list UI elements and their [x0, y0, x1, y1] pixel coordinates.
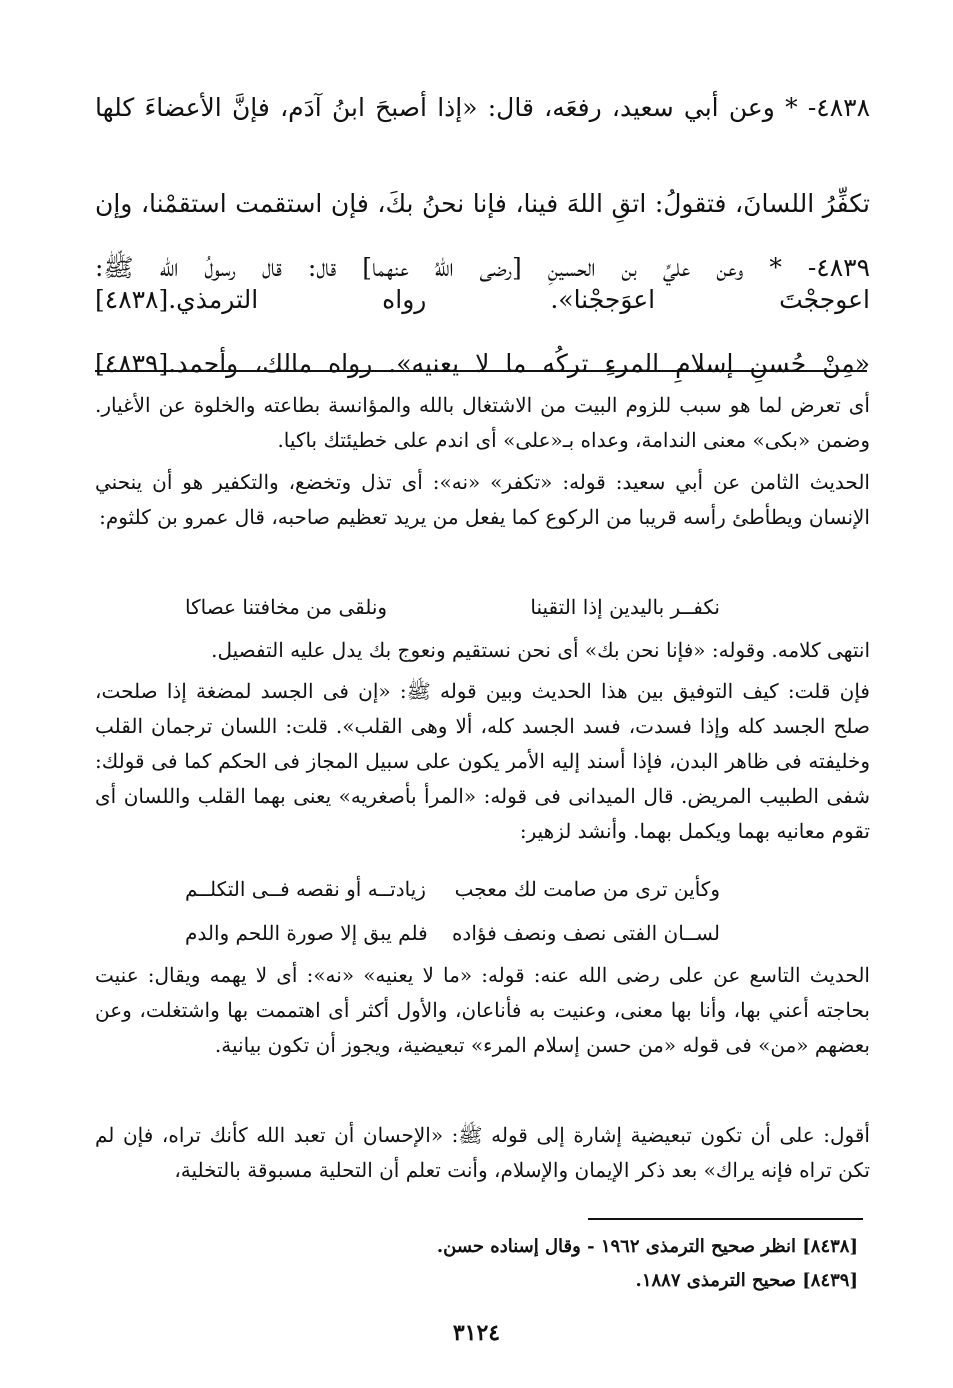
footnote-8438: [٨٤٣٨] انظر صحيح الترمذى ١٩٦٢ - وقال إسناده حسن. — [436, 1236, 858, 1257]
commentary-paragraph-3 — [95, 633, 870, 668]
commentary-paragraph-2 — [95, 465, 870, 535]
hadith-line: تكفِّرُ اللسانَ، فتقولُ: اتقِ اللهَ فينا، فإنا نحنُ بكَ، فإن استقمت استقمْنا، وإن — [95, 189, 870, 218]
poem-verse-2 — [95, 870, 870, 908]
paragraph-text: انتهى كلامه. وقوله: «فإنا نحن بك» أى نحن نستقيم ونعوج بك يدل عليه التفصيل. — [211, 638, 870, 662]
verse-hemistich-2: ونلقى من مخافتنا عصاكا — [185, 595, 388, 619]
commentary-paragraph-5 — [95, 958, 870, 1063]
poem-verse-3 — [95, 914, 870, 952]
hadith-line: ٤٨٣٨- * وعن أبي سعيد، رفعَه، قال: «إذا أصبحَ ابنُ آدَم، فإنَّ الأعضاءَ كلها — [95, 93, 870, 122]
paragraph-text: أى تعرض لما هو سبب للزوم البيت من الاشتغال بالله والمؤانسة بطاعته والخلوة عن الأغيار. وضمن «بكى» معنى الندامة، وعداه بـ«على» أى اندم على خطيئتك باكيا. — [95, 393, 870, 452]
hadith-line: «مِنْ حُسنِ إسلامِ المرءِ تركُه ما لا يعنيه». رواه مالك، وأحمد.[٤٨٣٩] — [95, 349, 870, 378]
hadith-line: اعوججْتَ اعوَججْنا». رواه الترمذي.[٤٨٣٨] — [95, 285, 870, 314]
verse-hemistich-2: زيادتــه أو نقصه فــى التكلــم — [185, 877, 426, 901]
divider — [95, 370, 867, 372]
page-number: ٣١٢٤ — [452, 1320, 501, 1346]
verse-hemistich-1: نكفــر باليدين إذا التقينا — [530, 595, 720, 619]
verse-hemistich-2: فلم يبق إلا صورة اللحم والدم — [185, 921, 428, 945]
paragraph-text: أقول: على أن تكون تبعيضية إشارة إلى قوله ﷺ: «الإحسان أن تعبد الله كأنك تراه، فإن لم تكن تراه فإنه يراك» بعد ذكر الإيمان والإسلام، وأنت تعلم أن التحلية مسبوقة بالتخلية، — [95, 1123, 870, 1182]
footnote-8439: [٨٤٣٩] صحيح الترمذى ١٨٨٧. — [635, 1270, 858, 1291]
poem-verse-1 — [95, 588, 870, 626]
hadith-line: ٤٨٣٩- * وعن عليِّ بن الحسينِ [رضى اللهُ عنهما] قال: قال رسولُ الله ﷺ: — [95, 253, 870, 282]
commentary-paragraph-6 — [95, 1118, 870, 1188]
verse-hemistich-1: لســان الفتى نصف ونصف فؤاده — [451, 921, 720, 945]
footnote-divider — [588, 1218, 863, 1220]
paragraph-text: الحديث الثامن عن أبي سعيد: قوله: «تكفر» «نه»: أى تذل وتخضع، والتكفير هو أن ينحني الإنسان ويطأطئ رأسه قريبا من الركوع كما يفعل من يريد تعظيم صاحبه، قال عمرو بن كلثوم: — [95, 470, 870, 529]
paragraph-text: فإن قلت: كيف التوفيق بين هذا الحديث وبين قوله ﷺ: «إن فى الجسد لمضغة إذا صلحت، صلح الجسد كله وإذا فسدت، فسد الجسد كله، ألا وهى القلب». قلت: اللسان ترجمان القلب وخليفته فى ظاهر البدن، فإذا أسند إليه الأمر يكون على سبيل المجاز فى الحكم كما فى قولك: شفى الطبيب المريض. قال الميدانى فى قوله: «المرأ بأصغريه» يعنى بهما القلب واللسان أى تقوم معانيه بهما ويكمل بهما. وأنشد لزهير: — [95, 679, 870, 843]
paragraph-text: الحديث التاسع عن على رضى الله عنه: قوله: «ما لا يعنيه» «نه»: أى لا يهمه ويقال: عنيت بحاجته أعني بها، وأنا بها معنى، وعنيت به فأناعان، والأول أكثر أى اهتممت بها واشتغلت، وعن بعضهم «من» فى قوله «من حسن إسلام المرء» تبعيضية، ويجوز أن تكون بيانية. — [95, 963, 870, 1057]
commentary-paragraph-1 — [95, 388, 870, 458]
commentary-paragraph-4 — [95, 674, 870, 849]
verse-hemistich-1: وكأين ترى من صامت لك معجب — [454, 877, 720, 901]
